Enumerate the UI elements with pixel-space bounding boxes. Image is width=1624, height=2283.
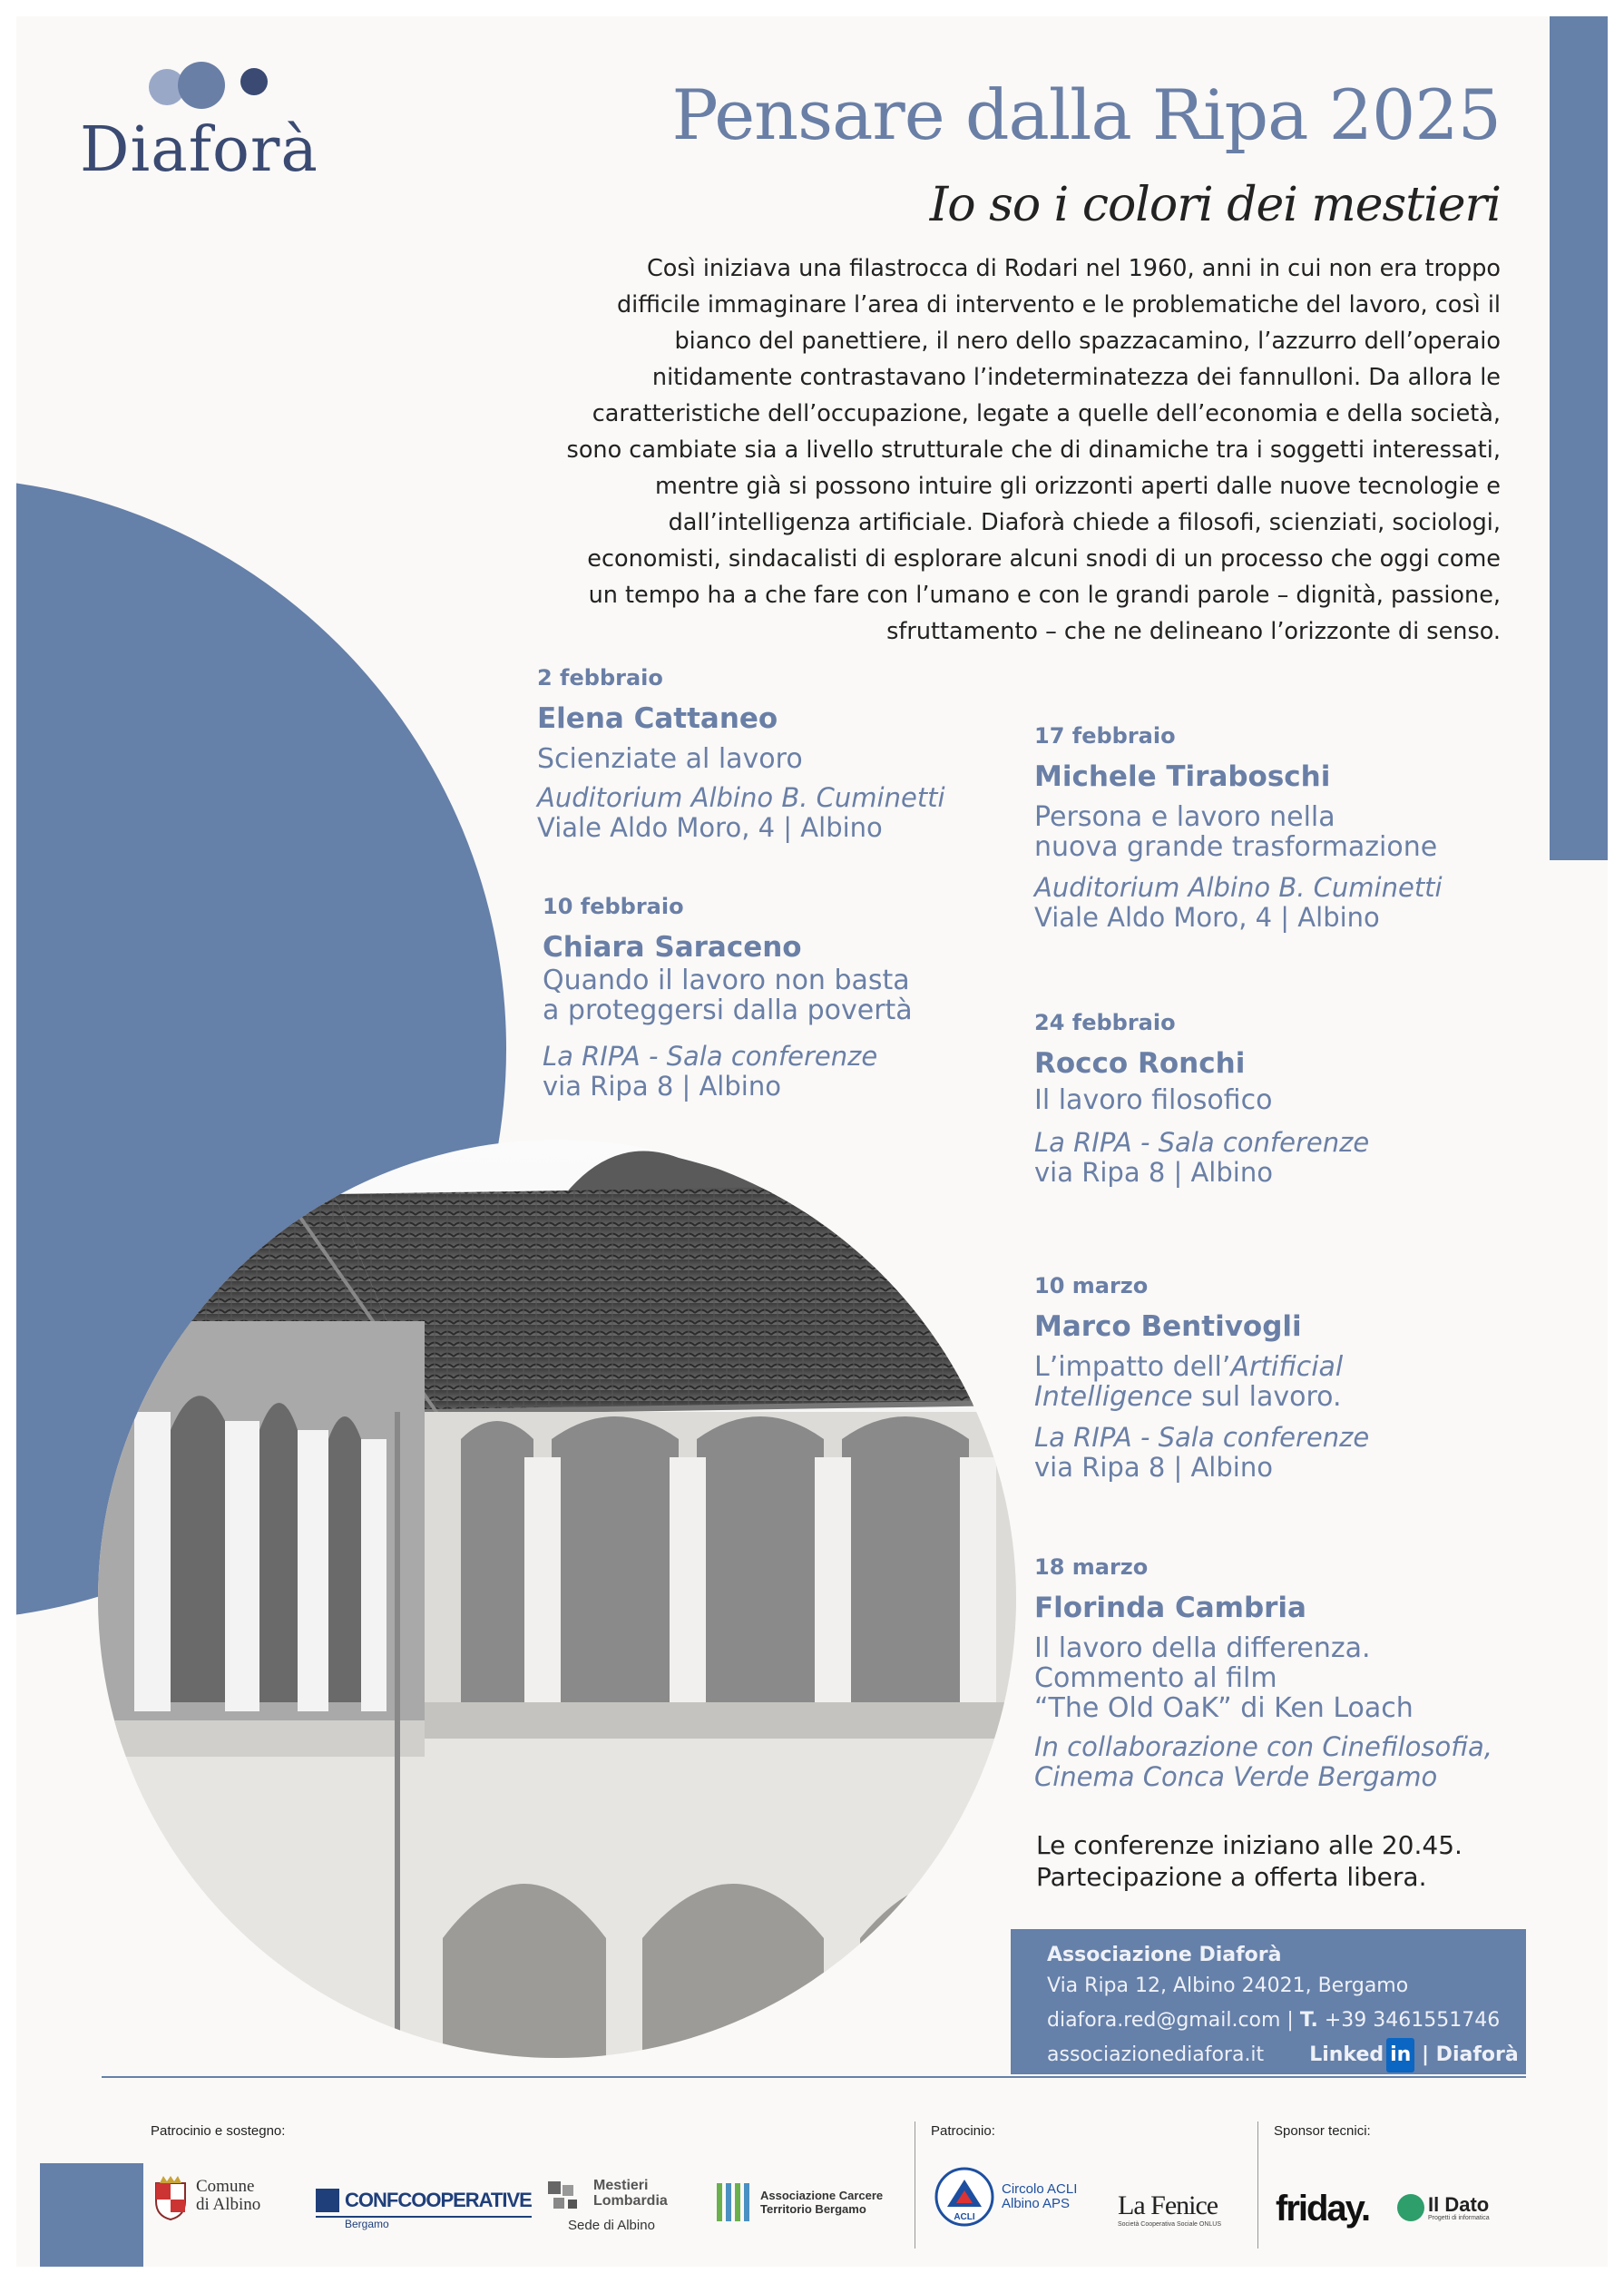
event-venue: In collaborazione con Cinefilosofia, — [1034, 1731, 1492, 1762]
event-address: via Ripa 8 | Albino — [1034, 1157, 1273, 1188]
sponsor-il-dato: Il Dato Progetti di informatica — [1397, 2194, 1490, 2221]
decorative-corner-square — [40, 2163, 143, 2267]
event-venue: La RIPA - Sala conferenze — [543, 1041, 878, 1072]
poster — [16, 16, 1608, 2267]
sponsor-circolo-acli: ACLI Circolo ACLI Albino APS — [934, 2167, 1077, 2227]
event-talk-title: Commento al film — [1034, 1662, 1277, 1694]
event-address: via Ripa 8 | Albino — [1034, 1452, 1273, 1483]
confcoop-icon — [316, 2189, 339, 2212]
event-speaker: Marco Bentivogli — [1034, 1310, 1302, 1343]
event-venue: Cinema Conca Verde Bergamo — [1034, 1761, 1438, 1792]
svg-text:ACLI: ACLI — [954, 2212, 975, 2222]
event-talk-title: Quando il lavoro non basta — [543, 965, 910, 996]
event-talk-title: Persona e lavoro nella — [1034, 801, 1335, 833]
cloister-illustration — [98, 1140, 1016, 2058]
event-venue: La RIPA - Sala conferenze — [1034, 1422, 1370, 1453]
event-address: Viale Aldo Moro, 4 | Albino — [1034, 902, 1380, 933]
contact-phone[interactable]: +39 3461551746 — [1317, 2009, 1501, 2032]
event-venue: Auditorium Albino B. Cuminetti — [537, 782, 945, 813]
sponsor-la-fenice: La Fenice Società Cooperativa Sociale ONLUS — [1118, 2190, 1222, 2228]
event-talk-title: L’impatto dell’Artificial — [1034, 1351, 1344, 1383]
event-date: 10 marzo — [1034, 1273, 1149, 1298]
event-date: 2 febbraio — [537, 665, 663, 691]
event-talk-title: Il lavoro della differenza. — [1034, 1632, 1371, 1664]
event-talk-title: Intelligence sul lavoro. — [1034, 1381, 1342, 1413]
contact-web: associazionediafora.it Linked in | Diaforà — [1047, 2038, 1526, 2072]
linkedin-logo[interactable]: Linked in — [1309, 2038, 1414, 2072]
intro-text: Così iniziava una filastrocca di Rodari nel 1960, anni in cui non era troppo difficile immaginare l’area di intervento e le problematiche del lavoro, così il bianco del panettiere, il nero dello spazzacamino, l’azzurro dell’operaio nitidamente contrastavano l’indeterminatezza dei fannulloni. Da allora le caratteristiche dell’occupazione, legate a quelle dell’economia e della società, sono cambiate sia a livello strutturale che di dinamiche tra i soggetti interessati, mentre già si possono intuire gli orizzonti aperti dalle nuove tecnologie e dall’intelligenza artificiale. Diaforà chiede a filosofi, scienziati, sociologi, economisti, sindacalisti di esplorare alcuni snodi di un processo che oggi come un tempo ha a che fare con l’umano e con le grandi parole – dignità, passione, sfruttamento – che ne delineano l’orizzonte di senso. — [566, 255, 1501, 645]
contact-address: Via Ripa 12, Albino 24021, Bergamo — [1047, 1974, 1409, 1997]
comune-crest-icon — [152, 2174, 189, 2221]
event-date: 10 febbraio — [543, 894, 684, 919]
event-speaker: Rocco Ronchi — [1034, 1047, 1246, 1080]
event-date: 24 febbraio — [1034, 1010, 1176, 1035]
event-speaker: Elena Cattaneo — [537, 702, 778, 735]
event-talk-title: Scienziate al lavoro — [537, 743, 803, 775]
event-ronchi — [1034, 1009, 1369, 1188]
event-date: 17 febbraio — [1034, 723, 1176, 749]
event-speaker: Florinda Cambria — [1034, 1592, 1306, 1624]
carcere-icon — [715, 2180, 757, 2225]
event-date: 18 marzo — [1034, 1554, 1149, 1580]
cloister-photo — [98, 1140, 1016, 2058]
decorative-right-bar — [1550, 16, 1608, 860]
label-patrocinio-sostegno: Patrocinio e sostegno: — [151, 2123, 286, 2139]
event-speaker: Chiara Saraceno — [543, 931, 802, 964]
contact-email-phone: diafora.red@gmail.com | T. +39 3461551746 — [1047, 2009, 1501, 2032]
event-address: via Ripa 8 | Albino — [543, 1071, 781, 1102]
event-talk-title: nuova grande trasformazione — [1034, 831, 1438, 863]
footer-divider — [102, 2076, 1526, 2078]
event-speaker: Michele Tiraboschi — [1034, 760, 1331, 793]
event-venue: Auditorium Albino B. Cuminetti — [1034, 872, 1443, 903]
event-cambria — [1034, 1553, 1492, 1792]
footer-separator — [1257, 2121, 1258, 2249]
event-talk-title: “The Old OaK” di Ken Loach — [1034, 1692, 1414, 1724]
contact-name: Associazione Diaforà — [1047, 1944, 1282, 1966]
acli-logo-icon — [934, 2167, 994, 2227]
event-tiraboschi — [1034, 722, 1443, 933]
mestieri-icon — [546, 2178, 592, 2218]
sponsor-comune-albino: Comune di Albino — [152, 2174, 260, 2221]
event-bentivogli — [1034, 1272, 1369, 1483]
logo-dots — [147, 60, 283, 114]
label-patrocinio: Patrocinio: — [931, 2123, 995, 2139]
sponsor-confcooperative: CONFCOOPERATIVE Bergamo — [316, 2189, 532, 2230]
event-note: Le conferenze iniziano alle 20.45. Partecipazione a offerta libera. — [1036, 1830, 1463, 1892]
event-saraceno — [543, 893, 913, 1102]
page-title: Pensare dalla Ripa 2025 — [671, 74, 1501, 155]
brand-logo: Diaforà — [80, 114, 318, 186]
event-venue: La RIPA - Sala conferenze — [1034, 1127, 1370, 1158]
contact-email[interactable]: diafora.red@gmail.com — [1047, 2009, 1281, 2032]
sponsor-associazione-carcere: Associazione Carcere Territorio Bergamo — [715, 2180, 883, 2225]
event-address: Viale Aldo Moro, 4 | Albino — [537, 812, 883, 843]
contact-site[interactable]: associazionediafora.it — [1047, 2043, 1265, 2066]
contact-box — [1011, 1929, 1526, 2074]
sponsor-mestieri-lombardia: Mestieri Lombardia Sede di Albino — [546, 2178, 668, 2233]
page-subtitle: Io so i colori dei mestieri — [929, 178, 1501, 232]
event-talk-title: a proteggersi dalla povertà — [543, 995, 913, 1026]
sponsor-friday: friday. — [1276, 2189, 1370, 2229]
label-sponsor-tecnici: Sponsor tecnici: — [1274, 2123, 1371, 2139]
il-dato-icon — [1397, 2194, 1424, 2221]
event-talk-title: Il lavoro filosofico — [1034, 1084, 1273, 1116]
event-cattaneo — [537, 664, 945, 843]
